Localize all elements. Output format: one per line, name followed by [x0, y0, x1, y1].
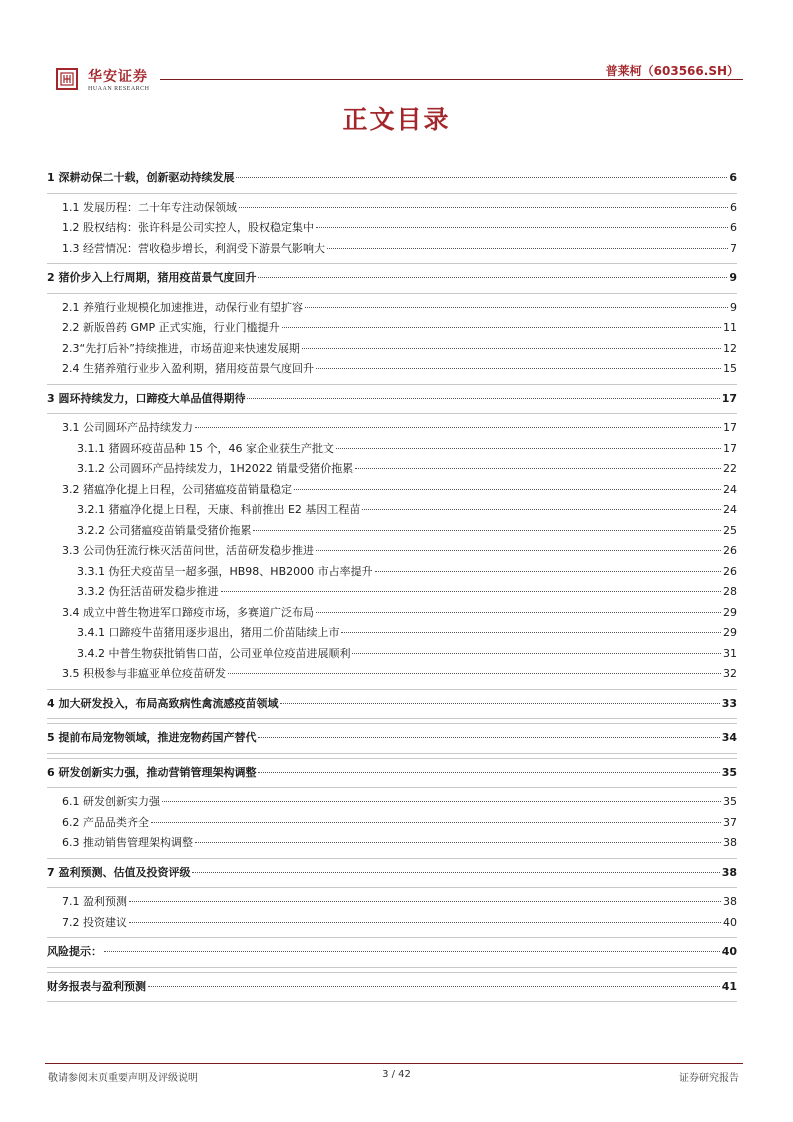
toc-entry-page: 22 — [723, 462, 737, 475]
toc-entry[interactable] — [47, 603, 737, 624]
toc-entry-page: 6 — [730, 221, 737, 234]
toc-leader-dots — [280, 702, 719, 704]
toc-leader-dots — [192, 871, 719, 873]
toc-entry-label: 3.3.2 伪狂活苗研发稳步推进 — [77, 585, 219, 598]
toc-entry[interactable] — [47, 339, 737, 360]
toc-entry-label: 6.2 产品品类齐全 — [62, 815, 149, 829]
toc-leader-dots — [228, 672, 721, 674]
toc-entry-page: 26 — [723, 564, 737, 578]
toc-entry[interactable] — [47, 318, 737, 339]
toc-entry-label: 5 提前布局宠物领域，推进宠物药国产替代 — [47, 731, 257, 744]
toc-entry-label: 1 深耕动保二十载，创新驱动持续发展 — [47, 171, 235, 184]
toc-separator — [47, 413, 737, 414]
toc-leader-dots — [305, 306, 728, 308]
toc-leader-dots — [316, 367, 721, 369]
toc-separator — [47, 293, 737, 294]
toc-entry-label: 7.1 盈利预测 — [62, 895, 127, 908]
toc-entry-page: 41 — [721, 979, 737, 993]
toc-leader-dots — [375, 570, 721, 572]
toc-entry-label: 6.1 研发创新实力强 — [62, 795, 160, 808]
toc-entry-label: 风险提示： — [47, 945, 102, 958]
stock-code: 普莱柯（603566.SH） — [605, 64, 739, 78]
toc-separator — [47, 1001, 737, 1002]
toc-separator — [47, 193, 737, 194]
toc-entry[interactable] — [47, 168, 737, 189]
toc-entry[interactable] — [47, 942, 737, 963]
toc-leader-dots — [294, 488, 721, 490]
toc-entry-label: 3.2.2 公司猪瘟疫苗销量受猪价拖累 — [77, 523, 252, 537]
toc-separator — [47, 758, 737, 759]
toc-separator — [47, 787, 737, 788]
toc-entry-page: 35 — [723, 795, 737, 808]
toc-entry-page: 6 — [730, 200, 737, 214]
toc-entry-page: 11 — [723, 321, 737, 334]
toc-separator — [47, 753, 737, 754]
toc-entry-page: 33 — [721, 696, 737, 710]
toc-leader-dots — [302, 347, 721, 349]
toc-entry[interactable] — [47, 623, 737, 644]
toc-leader-dots — [236, 176, 727, 178]
toc-leader-dots — [253, 529, 721, 531]
toc-entry-label: 1.2 股权结构：张许科是公司实控人，股权稳定集中 — [62, 221, 314, 234]
toc-entry-label: 3.5 积极参与非瘟亚单位疫苗研发 — [62, 667, 226, 680]
footer-divider — [45, 1063, 743, 1064]
toc-leader-dots — [129, 921, 721, 923]
toc-leader-dots — [221, 590, 722, 592]
toc-entry[interactable] — [47, 644, 737, 665]
toc-leader-dots — [104, 950, 720, 952]
header-divider — [160, 79, 743, 80]
toc-entry-page: 28 — [723, 585, 737, 598]
brand-name: 华安证券 — [88, 69, 148, 85]
toc-separator — [47, 972, 737, 973]
toc-separator — [47, 384, 737, 385]
toc-entry-page: 29 — [723, 605, 737, 619]
toc-entry-label: 7 盈利预测、估值及投资评级 — [47, 865, 191, 879]
toc-leader-dots — [195, 841, 721, 843]
toc-leader-dots — [258, 276, 727, 278]
toc-entry-page: 7 — [730, 241, 737, 255]
page-header — [0, 0, 793, 100]
toc-separator — [47, 967, 737, 968]
toc-leader-dots — [247, 397, 719, 399]
toc-leader-dots — [129, 900, 721, 902]
toc-entry-page: 26 — [723, 544, 737, 557]
toc-entry-page: 15 — [723, 362, 737, 375]
toc-entry[interactable] — [47, 218, 737, 239]
toc-entry[interactable] — [47, 298, 737, 319]
toc-separator — [47, 689, 737, 690]
toc-entry-page: 9 — [729, 271, 737, 284]
toc-entry[interactable] — [47, 198, 737, 219]
toc-entry-label: 3.2.1 猪瘟净化提上日程，天康、科前推出 E2 基因工程苗 — [77, 503, 361, 516]
toc-entry[interactable] — [47, 268, 737, 289]
toc-entry[interactable] — [47, 792, 737, 813]
table-of-contents — [47, 168, 737, 1006]
toc-entry[interactable] — [47, 480, 737, 501]
toc-entry-page: 17 — [721, 391, 737, 405]
toc-entry-label: 6.3 推动销售管理架构调整 — [62, 836, 193, 849]
toc-separator — [47, 937, 737, 938]
toc-separator — [47, 858, 737, 859]
brand-name-en: HUAAN RESEARCH — [88, 86, 150, 92]
toc-entry-page: 9 — [730, 300, 737, 314]
toc-entry-label: 2.4 生猪养殖行业步入盈利期，猪用疫苗景气度回升 — [62, 362, 314, 375]
toc-entry-page: 34 — [721, 731, 737, 744]
toc-entry[interactable] — [47, 239, 737, 260]
toc-entry[interactable] — [47, 664, 737, 685]
toc-leader-dots — [282, 326, 721, 328]
toc-entry-page: 38 — [721, 865, 737, 879]
toc-entry-page: 38 — [723, 836, 737, 849]
toc-leader-dots — [258, 736, 719, 738]
toc-entry-label: 4 加大研发投入，布局高致病性禽流感疫苗领域 — [47, 696, 279, 710]
toc-entry-page: 25 — [723, 523, 737, 537]
toc-leader-dots — [336, 447, 721, 449]
toc-entry[interactable] — [47, 582, 737, 603]
toc-leader-dots — [162, 800, 721, 802]
toc-entry-page: 24 — [723, 482, 737, 496]
toc-leader-dots — [258, 771, 719, 773]
toc-entry-page: 12 — [723, 341, 737, 355]
toc-entry-page: 40 — [721, 945, 737, 958]
toc-entry[interactable] — [47, 541, 737, 562]
logo-icon — [56, 68, 78, 90]
toc-entry[interactable] — [47, 813, 737, 834]
toc-entry-page: 17 — [723, 441, 737, 455]
seal-icon — [60, 72, 74, 86]
toc-entry-page: 17 — [723, 421, 737, 434]
toc-entry-page: 40 — [723, 915, 737, 929]
toc-entry-label: 财务报表与盈利预测 — [47, 979, 146, 993]
toc-separator — [47, 723, 737, 724]
toc-entry-label: 3.3 公司伪狂流行株灭活苗问世，活苗研发稳步推进 — [62, 544, 314, 557]
toc-entry-page: 37 — [723, 815, 737, 829]
toc-entry-label: 2.2 新版兽药 GMP 正式实施，行业门槛提升 — [62, 321, 280, 334]
toc-entry-label: 3.2 猪瘟净化提上日程，公司猪瘟疫苗销量稳定 — [62, 482, 292, 496]
toc-entry-label: 2.3“先打后补”持续推进，市场苗迎来快速发展期 — [62, 341, 300, 355]
toc-leader-dots — [355, 467, 721, 469]
toc-leader-dots — [148, 985, 720, 987]
page-number: 3 / 42 — [382, 1069, 411, 1080]
toc-entry-label: 2.1 养殖行业规模化加速推进，动保行业有望扩容 — [62, 300, 303, 314]
toc-leader-dots — [352, 652, 721, 654]
toc-entry-label: 3.3.1 伪狂犬疫苗呈一超多强，HB98、HB2000 市占率提升 — [77, 564, 373, 578]
toc-entry-label: 1.1 发展历程：二十年专注动保领域 — [62, 200, 237, 214]
toc-entry[interactable] — [47, 439, 737, 460]
toc-leader-dots — [195, 426, 721, 428]
toc-leader-dots — [316, 611, 721, 613]
toc-entry-label: 2 猪价步入上行周期，猪用疫苗景气度回升 — [47, 271, 257, 284]
toc-entry[interactable] — [47, 913, 737, 934]
toc-leader-dots — [316, 226, 728, 228]
toc-entry[interactable] — [47, 459, 737, 480]
toc-entry-label: 1.3 经营情况：营收稳步增长，利润受下游景气影响大 — [62, 241, 325, 255]
toc-leader-dots — [151, 821, 721, 823]
page-title: 正文目录 — [342, 105, 451, 134]
toc-separator — [47, 263, 737, 264]
toc-entry-label: 7.2 投资建议 — [62, 915, 127, 929]
toc-entry-label: 3.1.1 猪圆环疫苗品种 15 个，46 家企业获生产批文 — [77, 441, 334, 455]
toc-entry[interactable] — [47, 389, 737, 410]
toc-entry[interactable] — [47, 833, 737, 854]
toc-entry-page: 24 — [723, 503, 737, 516]
toc-entry-label: 3.4.2 中普生物获批销售口苗，公司亚单位疫苗进展顺利 — [77, 646, 351, 660]
toc-entry[interactable] — [47, 521, 737, 542]
toc-entry-page: 35 — [721, 765, 737, 779]
toc-entry[interactable] — [47, 500, 737, 521]
toc-separator — [47, 718, 737, 719]
toc-entry[interactable] — [47, 728, 737, 749]
toc-leader-dots — [327, 247, 728, 249]
toc-leader-dots — [362, 508, 721, 510]
toc-leader-dots — [239, 206, 728, 208]
toc-entry-page: 32 — [723, 667, 737, 680]
toc-entry[interactable] — [47, 763, 737, 784]
toc-entry-label: 3.1.2 公司圆环产品持续发力，1H2022 销量受猪价拖累 — [77, 462, 354, 475]
toc-entry[interactable] — [47, 694, 737, 715]
toc-entry-page: 6 — [729, 171, 737, 184]
toc-leader-dots — [341, 631, 721, 633]
toc-entry[interactable] — [47, 359, 737, 380]
toc-entry[interactable] — [47, 418, 737, 439]
toc-entry-label: 3.1 公司圆环产品持续发力 — [62, 421, 193, 434]
toc-entry-label: 3 圆环持续发力，口蹄疫大单品值得期待 — [47, 391, 246, 405]
toc-entry-label: 3.4 成立中普生物进军口蹄疫市场，多赛道广泛布局 — [62, 605, 314, 619]
toc-entry[interactable] — [47, 562, 737, 583]
toc-leader-dots — [316, 549, 721, 551]
toc-entry[interactable] — [47, 892, 737, 913]
toc-entry-page: 31 — [723, 646, 737, 660]
toc-entry-page: 38 — [723, 895, 737, 908]
toc-entry-page: 29 — [723, 626, 737, 639]
toc-entry-label: 3.4.1 口蹄疫牛苗猪用逐步退出，猪用二价苗陆续上市 — [77, 626, 340, 639]
toc-separator — [47, 887, 737, 888]
footer-disclaimer: 敬请参阅末页重要声明及评级说明 — [48, 1073, 198, 1084]
toc-entry[interactable] — [47, 977, 737, 998]
toc-entry[interactable] — [47, 863, 737, 884]
toc-entry-label: 6 研发创新实力强，推动营销管理架构调整 — [47, 765, 257, 779]
footer-report-type: 证券研究报告 — [679, 1073, 739, 1084]
